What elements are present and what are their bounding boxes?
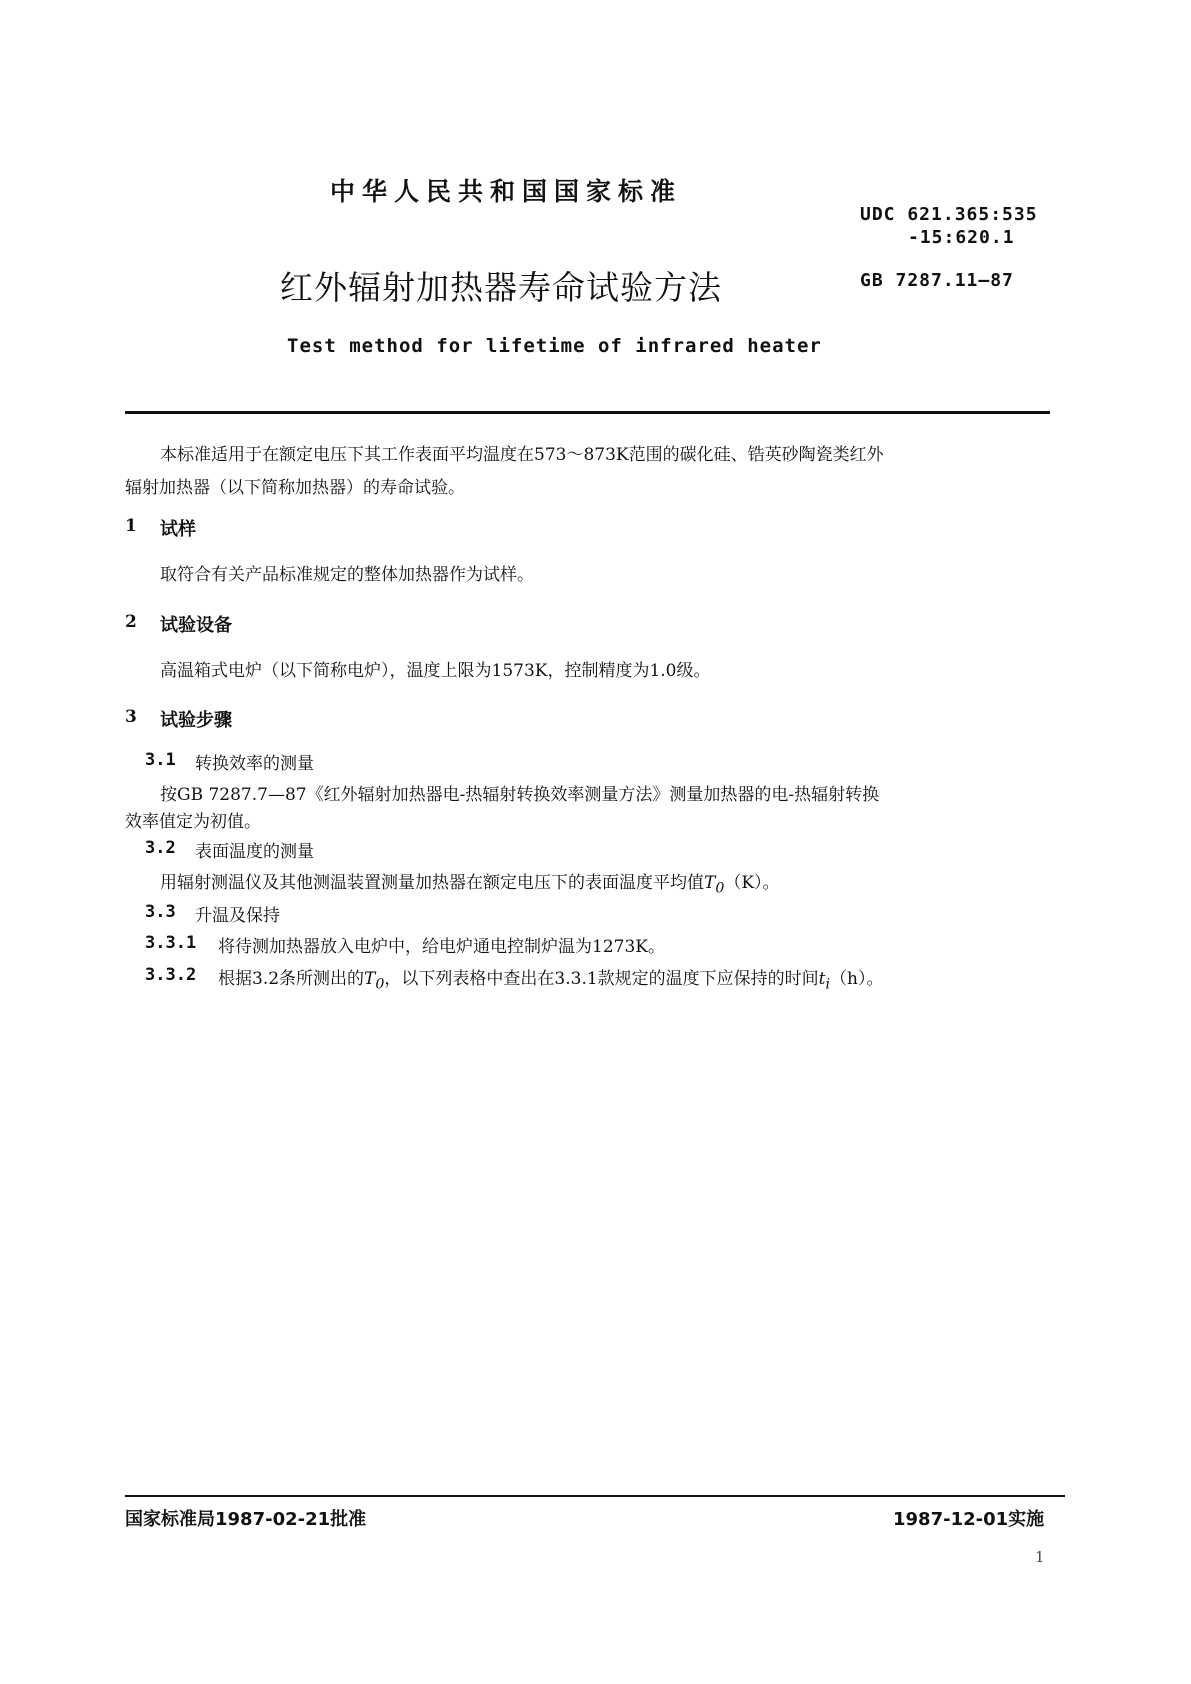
section-1-number: 1 [125, 516, 137, 536]
section-3-2-title: 表面温度的测量 [195, 842, 314, 862]
section-2-number: 2 [125, 612, 137, 632]
document-title: 红外辐射加热器寿命试验方法 [280, 268, 722, 307]
section-2-text: 高温箱式电炉（以下简称电炉），温度上限为1573K，控制精度为1.0级。 [160, 661, 711, 681]
section-3-2-text-pre: 用辐射测温仪及其他测温装置测量加热器在额定电压下的表面温度平均值 [160, 873, 704, 893]
national-standard-heading: 中华人民共和国国家标准 [330, 177, 683, 206]
section-3-3-2-text: 根据3.2条所测出的$T_0$，以下列表格中查出在3.3.1款规定的温度下应保持的时间$t_i(h)$。 [218, 969, 884, 993]
header-divider [125, 411, 1050, 414]
page-number: 1 [1035, 1548, 1045, 1566]
section-3-1-number: 3.1 [145, 750, 176, 770]
footer-divider [125, 1495, 1065, 1497]
section-3-2-number: 3.2 [145, 838, 176, 858]
variable-t0: $T_0$ [704, 873, 725, 897]
section-1-text: 取符合有关产品标准规定的整体加热器作为试样。 [160, 565, 534, 585]
section-3-1-line-2: 效率值定为初值。 [125, 812, 261, 832]
section-3-2-text-post: （K）。 [724, 873, 780, 893]
section-3-3-title: 升温及保持 [195, 906, 280, 926]
english-title: Test method for lifetime of infrared heater [287, 335, 822, 357]
section-2-title: 试验设备 [160, 615, 232, 636]
section-3-number: 3 [125, 707, 137, 727]
section-3-3-2-number: 3.3.2 [145, 965, 197, 985]
section-3-1-line-1: 按GB 7287.7—87《红外辐射加热器电-热辐射转换效率测量方法》测量加热器的电-热辐射转换 [160, 785, 880, 805]
intro-line-2: 辐射加热器（以下简称加热器）的寿命试验。 [125, 478, 465, 498]
udc-code-line1: UDC 621.365:535 [860, 204, 1038, 225]
section-3-1-title: 转换效率的测量 [195, 754, 314, 774]
gb-code: GB 7287.11—87 [860, 270, 1014, 291]
section-3-3-number: 3.3 [145, 902, 176, 922]
section-3-3-1-text: 将待测加热器放入电炉中，给电炉通电控制炉温为1273K。 [218, 937, 665, 957]
variable-ti: $t_i$ [818, 969, 831, 993]
variable-t0: $T_0$ [364, 969, 385, 993]
section-3-2-text [160, 868, 780, 896]
section-3-3-1-number: 3.3.1 [145, 933, 197, 953]
effective-date: 1987-12-01实施 [893, 1509, 1045, 1530]
approval-date: 国家标准局1987-02-21批准 [125, 1509, 367, 1530]
intro-line-1: 本标准适用于在额定电压下其工作表面平均温度在573～873K范围的碳化硅、锆英砂陶瓷类红外 [160, 445, 884, 465]
section-1-title: 试样 [160, 519, 196, 540]
section-3-title: 试验步骤 [160, 710, 232, 731]
udc-code-line2: -15:620.1 [908, 227, 1015, 248]
